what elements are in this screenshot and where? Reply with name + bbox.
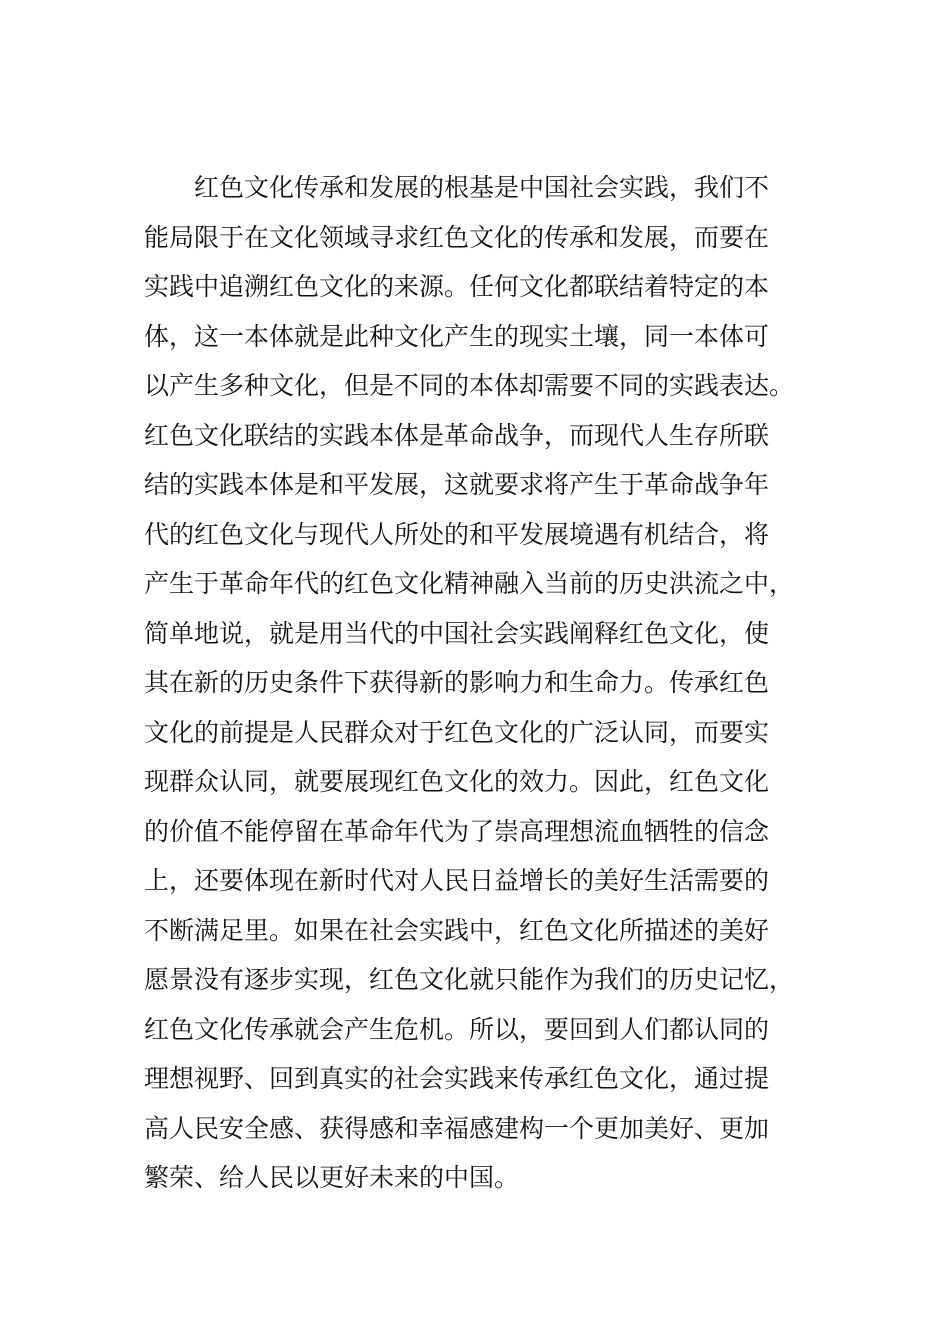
paragraph-line-19: 理想视野、回到真实的社会实践来传承红色文化，通过提	[144, 1064, 770, 1093]
paragraph-line-16: 不断满足里。如果在社会实践中，红色文化所描述的美好	[144, 915, 770, 945]
paragraph-line-3: 实践中追溯红色文化的来源。任何文化都联结着特定的本	[144, 272, 770, 301]
paragraph-line-20: 高人民安全感、获得感和幸福感建构一个更加美好、更加	[144, 1113, 770, 1143]
body-paragraph	[144, 163, 814, 1203]
paragraph-line-17: 愿景没有逐步实现，红色文化就只能作为我们的历史记忆，	[144, 965, 795, 994]
paragraph-line-11: 其在新的历史条件下获得新的影响力和生命力。传承红色	[144, 668, 770, 697]
paragraph-line-12: 文化的前提是人民群众对于红色文化的广泛认同，而要实	[144, 717, 770, 747]
paragraph-line-15: 上，还要体现在新时代对人民日益增长的美好生活需要的	[144, 866, 770, 895]
paragraph-line-9: 产生于革命年代的红色文化精神融入当前的历史洪流之中，	[144, 569, 795, 598]
paragraph-line-6: 红色文化联结的实践本体是革命战争，而现代人生存所联	[144, 420, 770, 450]
paragraph-line-8: 代的红色文化与现代人所处的和平发展境遇有机结合，将	[144, 519, 770, 549]
paragraph-line-10: 简单地说，就是用当代的中国社会实践阐释红色文化，使	[144, 618, 770, 648]
paragraph-line-7: 结的实践本体是和平发展，这就要求将产生于革命战争年	[144, 470, 770, 499]
paragraph-line-1: 红色文化传承和发展的根基是中国社会实践，我们不	[194, 173, 770, 202]
paragraph-line-21: 繁荣、给人民以更好未来的中国。	[144, 1163, 520, 1192]
paragraph-line-2: 能局限于在文化领域寻求红色文化的传承和发展，而要在	[144, 222, 770, 252]
paragraph-line-13: 现群众认同，就要展现红色文化的效力。因此，红色文化	[144, 767, 770, 796]
paragraph-line-4: 体，这一本体就是此种文化产生的现实土壤，同一本体可	[144, 321, 770, 351]
paragraph-line-5: 以产生多种文化，但是不同的本体却需要不同的实践表达。	[144, 371, 795, 400]
paragraph-line-18: 红色文化传承就会产生危机。所以，要回到人们都认同的	[144, 1014, 770, 1044]
paragraph-line-14: 的价值不能停留在革命年代为了崇高理想流血牺牲的信念	[144, 816, 770, 846]
